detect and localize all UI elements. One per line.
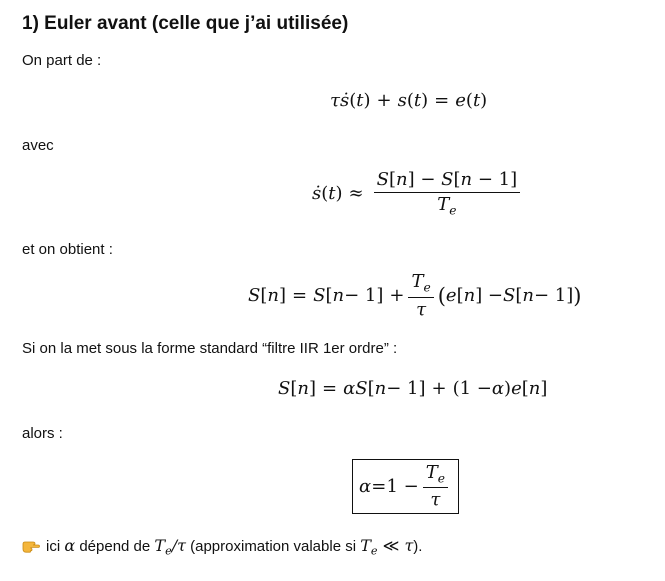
equation-derivative-approx: ṡ ( t ) ≈ $\frac{S[n] - S[n - 1]}{T_e}$ bbox=[312, 170, 524, 218]
note-middle: dépend de bbox=[79, 538, 151, 555]
fraction-difference: $\frac{S[n] - S[n - 1]}{T_e}$ bbox=[374, 170, 521, 218]
then-text: alors : bbox=[22, 425, 63, 442]
fraction-alpha: $\frac{T_e}{\tau}$ bbox=[423, 463, 448, 511]
fraction-te-over-tau: $\frac{T_e}{\tau}$ bbox=[408, 272, 433, 320]
note-suffix-open: (approximation valable si bbox=[190, 538, 357, 555]
equation-recurrence: S [ n ] = S [ n − 1] + $\frac{T_e}{\tau}$ ( e [ n ] − S [ n − 1] ) bbox=[248, 271, 582, 320]
standard-form-text: Si on la met sous la forme standard “filtre IIR 1er ordre” : bbox=[22, 340, 398, 357]
equation-iir-form: S [ n ] = αS [ n − 1] + (1 − α ) e [ n ] bbox=[278, 378, 548, 399]
intro-text: On part de : bbox=[22, 52, 102, 69]
equation-ode: τ ṡ ( t ) + s ( t ) = e ( t ) bbox=[330, 90, 488, 111]
obtain-text: et on obtient : bbox=[22, 241, 113, 258]
section-heading: 1) Euler avant (celle que j’ai utilisée) bbox=[22, 13, 349, 34]
pointing-hand-icon bbox=[22, 539, 40, 553]
note-prefix: ici bbox=[46, 538, 61, 555]
note-suffix-close: ). bbox=[413, 538, 423, 555]
avec-text: avec bbox=[22, 137, 54, 154]
note-line: ici α dépend de $T_e/\tau$ (approximation valable si $T_e$ ≪ τ). bbox=[22, 536, 422, 557]
boxed-alpha-result: α = 1 − $\frac{T_e}{\tau}$ bbox=[352, 459, 459, 514]
